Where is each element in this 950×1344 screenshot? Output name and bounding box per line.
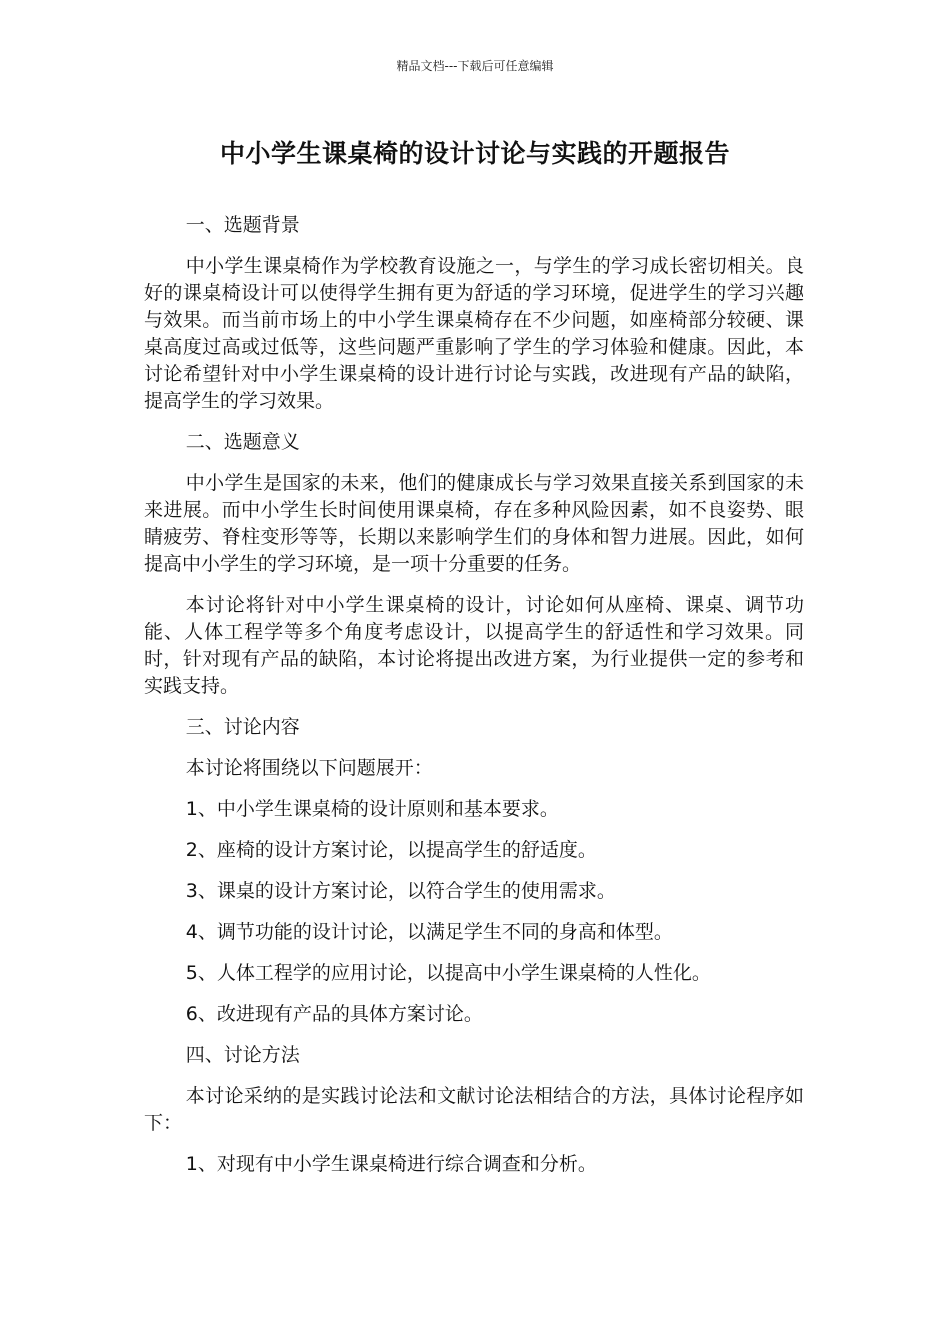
- header-note: 精品文档---下载后可任意编辑: [396, 59, 554, 73]
- list-item-content-3: 3、课桌的设计方案讨论，以符合学生的使用需求。: [185, 880, 616, 902]
- paragraph-background: 中小学生课桌椅作为学校教育设施之一，与学生的学习成长密切相关。良好的课桌椅设计可以使得学生拥有更为舒适的学习环境，促进学生的学习兴趣与效果。而当前市场上的中小学生课桌椅存在不少问题，如座椅部分较硬、课桌高度过高或过低等，这些问题严重影响了学生的学习体验和健康。因此，本讨论希望针对中小学生课桌椅的设计进行讨论与实践，改进现有产品的缺陷，提高学生的学习效果。: [144, 255, 804, 412]
- section-heading-significance: 二、选题意义: [185, 431, 300, 453]
- list-item-method-1: 1、对现有中小学生课桌椅进行综合调查和分析。: [185, 1153, 597, 1175]
- section-heading-method: 四、讨论方法: [185, 1044, 300, 1066]
- list-item-content-1: 1、中小学生课桌椅的设计原则和基本要求。: [185, 798, 559, 820]
- list-item-content-4: 4、调节功能的设计讨论，以满足学生不同的身高和体型。: [185, 921, 673, 943]
- section-heading-background: 一、选题背景: [185, 214, 300, 236]
- paragraph-method-intro: 本讨论采纳的是实践讨论法和文献讨论法相结合的方法，具体讨论程序如下：: [144, 1085, 804, 1134]
- document-title: 中小学生课桌椅的设计讨论与实践的开题报告: [219, 139, 730, 168]
- section-heading-content: 三、讨论内容: [185, 716, 300, 738]
- list-item-content-5: 5、人体工程学的应用讨论，以提高中小学生课桌椅的人性化。: [185, 962, 711, 984]
- paragraph-significance-1: 中小学生是国家的未来，他们的健康成长与学习效果直接关系到国家的未来进展。而中小学生长时间使用课桌椅，存在多种风险因素，如不良姿势、眼睛疲劳、脊柱变形等等，长期以来影响学生们的身体和智力进展。因此，如何提高中小学生的学习环境，是一项十分重要的任务。: [144, 472, 804, 575]
- list-item-content-2: 2、座椅的设计方案讨论，以提高学生的舒适度。: [185, 839, 597, 861]
- paragraph-significance-2: 本讨论将针对中小学生课桌椅的设计，讨论如何从座椅、课桌、调节功能、人体工程学等多个角度考虑设计，以提高学生的舒适性和学习效果。同时，针对现有产品的缺陷，本讨论将提出改进方案，为行业提供一定的参考和实践支持。: [144, 594, 804, 697]
- list-item-content-6: 6、改进现有产品的具体方案讨论。: [185, 1003, 483, 1025]
- paragraph-content-intro: 本讨论将围绕以下问题展开：: [185, 757, 433, 779]
- document-body: [144, 212, 804, 1192]
